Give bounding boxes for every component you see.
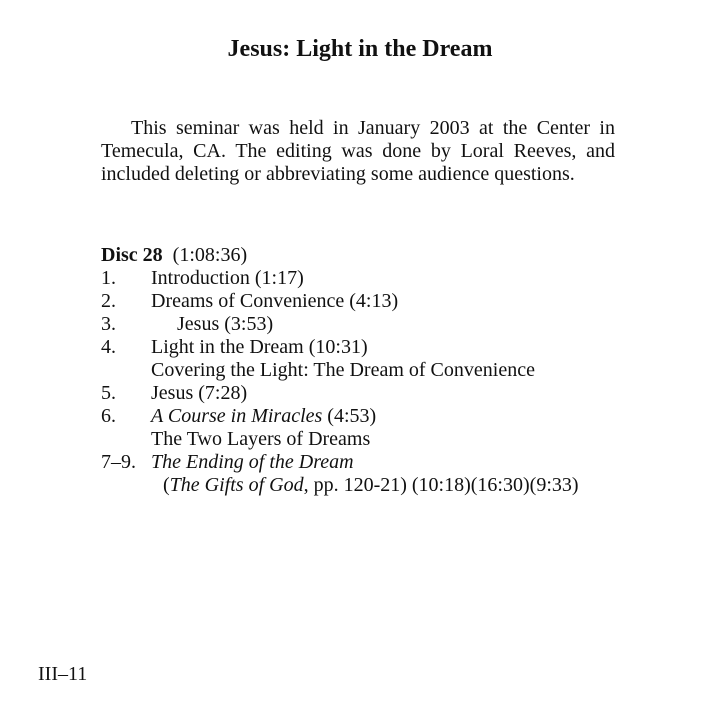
- item-number: 4.: [101, 336, 116, 358]
- item-title: [151, 451, 354, 474]
- intro-paragraph: This seminar was held in January 2003 at the Center in Temecula, CA. The editing was done by Loral Reeves, and included deleting or abbreviating some audience questions.: [101, 117, 615, 185]
- item-title: Jesus (7:28): [151, 382, 248, 404]
- item-subtitle: [163, 474, 579, 497]
- disc-duration: (1:08:36): [172, 244, 248, 266]
- disc-label: Disc 28: [101, 244, 163, 266]
- item-subtitle-open: (: [163, 474, 170, 496]
- list-item: [101, 267, 661, 290]
- item-number: 1.: [101, 267, 116, 289]
- item-subtitle: Covering the Light: The Dream of Convenience: [151, 359, 535, 381]
- item-subtitle-italic: The Gifts of God: [169, 474, 304, 496]
- item-subtitle: The Two Layers of Dreams: [151, 428, 371, 450]
- item-title: [151, 405, 376, 428]
- item-number: 3.: [101, 313, 116, 335]
- list-item: [101, 336, 661, 359]
- list-item-subtitle: [101, 474, 661, 497]
- item-title: Jesus (3:53): [177, 313, 274, 335]
- item-title-italic: The Ending of the Dream: [151, 451, 354, 473]
- list-item-subtitle: [101, 359, 661, 382]
- document-title: Jesus: Light in the Dream: [227, 36, 493, 62]
- item-number: 2.: [101, 290, 116, 312]
- item-subtitle-rest: , pp. 120-21) (10:18)(16:30)(9:33): [303, 474, 579, 496]
- list-item: [101, 290, 661, 313]
- item-number: 6.: [101, 405, 116, 427]
- item-number: 7–9.: [101, 451, 136, 473]
- item-number: 5.: [101, 382, 116, 404]
- list-item: [101, 313, 661, 336]
- list-item: [101, 405, 661, 428]
- item-title-italic: A Course in Miracles: [151, 405, 323, 427]
- list-item: [101, 382, 661, 405]
- item-title: Light in the Dream (10:31): [151, 336, 368, 358]
- disc-contents: [101, 244, 661, 497]
- item-title-rest: (4:53): [322, 405, 377, 427]
- page-number: III–11: [38, 663, 88, 685]
- list-item: [101, 451, 661, 474]
- disc-heading: [101, 244, 661, 267]
- item-title: Introduction (1:17): [151, 267, 304, 289]
- item-title: Dreams of Convenience (4:13): [151, 290, 399, 312]
- list-item-subtitle: [101, 428, 661, 451]
